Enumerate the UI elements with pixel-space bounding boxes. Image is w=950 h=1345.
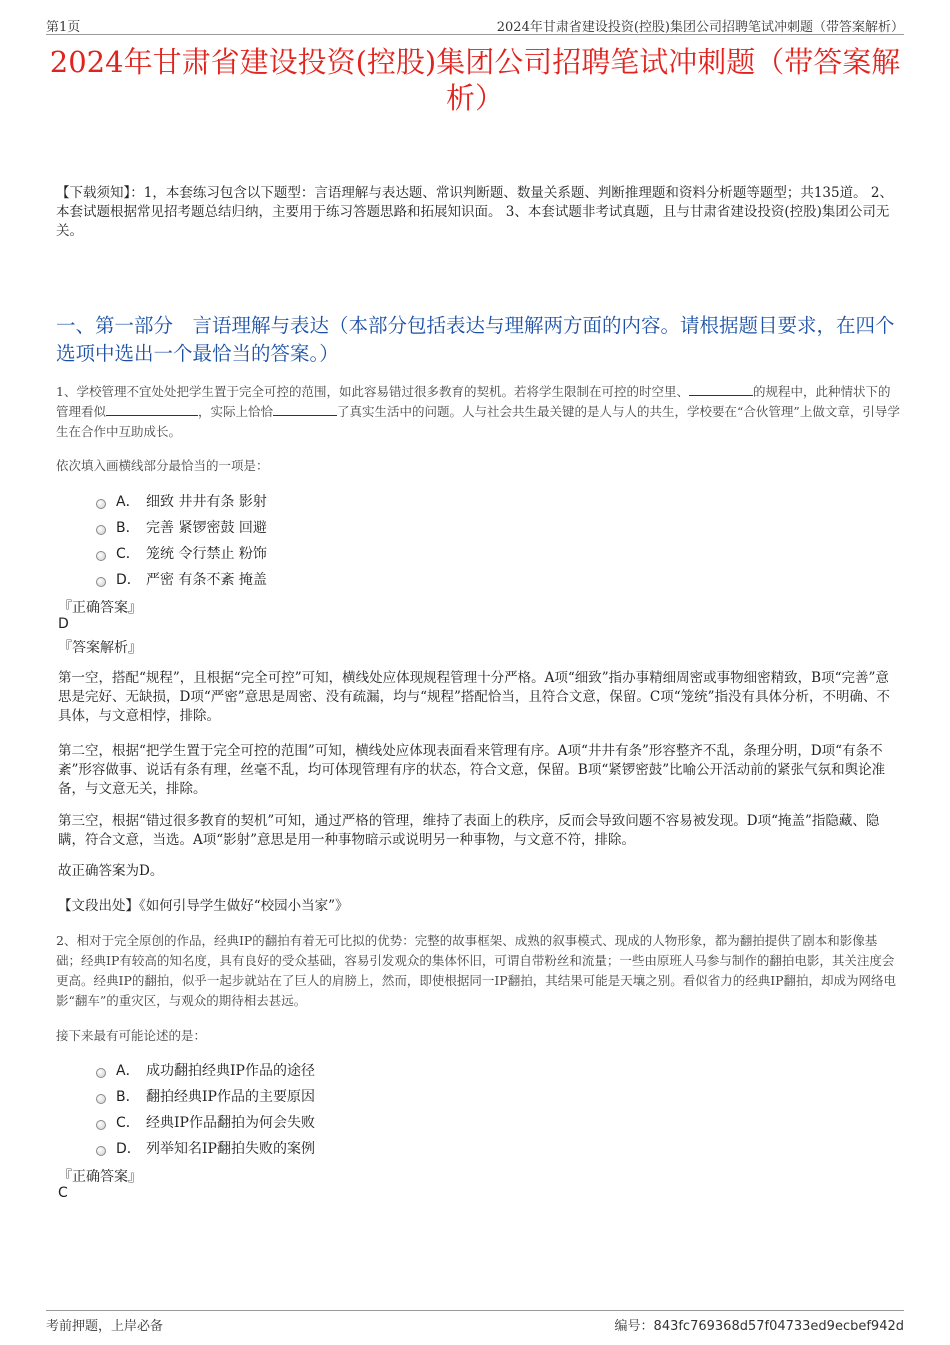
analysis-conclusion: 故正确答案为D。 [58,863,164,879]
radio-icon[interactable] [96,1146,106,1156]
radio-icon[interactable] [96,525,106,535]
question-2-prompt: 接下来最有可能论述的是： [56,1028,207,1043]
page-header [46,14,904,35]
download-notice: 【下载须知】：1，本套练习包含以下题型：言语理解与表达题、常识判断题、数量关系题、判断推理题和资料分析题等题型；共135道。 2、本套试题根据常见招考题总结归纳，主要用于练习答题思路和拓展知识面。 3、本套试题非考试真题，且与甘肃省建设投资(控股)集团公司无关。 [56,185,893,239]
radio-icon[interactable] [96,499,106,509]
option-c[interactable]: C． 笼统 令行禁止 粉饰 [96,540,267,566]
answer-label: 『正确答案』 [58,1169,142,1185]
question-1-prompt: 依次填入画横线部分最恰当的一项是： [56,458,269,473]
option-d[interactable]: D． 严密 有条不紊 掩盖 [96,566,267,592]
option-b[interactable]: B． 翻拍经典IP作品的主要原因 [96,1083,315,1109]
blank-line [689,383,753,396]
blank-line [273,403,337,416]
option-b[interactable]: B． 完善 紧锣密鼓 回避 [96,514,267,540]
radio-icon[interactable] [96,1068,106,1078]
analysis-paragraph: 第三空，根据“错过很多教育的契机”可知，通过严格的管理，维持了表面上的秩序，反而会导致问题不容易被发现。D项“掩盖”指隐藏、隐瞒，符合文意，当选。A项“影射”意思是用一种事物暗示或说明另一种事物，与文意不符，排除。 [58,813,880,848]
page-number: 第1页 [46,20,81,35]
section-heading: 一、第一部分 言语理解与表达（本部分包括表达与理解两方面的内容。请根据题目要求，在四个选项中选出一个最恰当的答案。） [56,314,895,365]
option-a[interactable]: A． 成功翻拍经典IP作品的途径 [96,1057,315,1083]
answer-value: C [58,1185,68,1201]
question-1-options [96,488,267,592]
question-1-text: 1、学校管理不宜处处把学生置于完全可控的范围，如此容易错过很多教育的契机。若将学生限制在可控的时空里、 的规程中，此种情状下的管理看似 ，实际上恰恰 了真实生活中的问题。人与社会共生最关键的是人与人的共生，学校要在“合伙管理”上做文章，引导学生在合作中互助成长。 [56,384,900,439]
radio-icon[interactable] [96,577,106,587]
header-doc-title: 2024年甘肃省建设投资(控股)集团公司招聘笔试冲刺题（带答案解析） [496,20,904,35]
analysis-label: 『答案解析』 [58,640,142,656]
page-footer [46,1310,904,1334]
radio-icon[interactable] [96,1120,106,1130]
option-c[interactable]: C． 经典IP作品翻拍为何会失败 [96,1109,315,1135]
option-d[interactable]: D． 列举知名IP翻拍失败的案例 [96,1135,315,1161]
option-a[interactable]: A． 细致 井井有条 影射 [96,488,267,514]
footer-slogan: 考前押题，上岸必备 [46,1319,164,1334]
blank-line [106,403,198,416]
analysis-paragraph: 第二空，根据“把学生置于完全可控的范围”可知，横线处应体现表面看来管理有序。A项“井井有条”形容整齐不乱，条理分明，D项“有条不紊”形容做事、说话有条有理，丝毫不乱，均可体现管理有序的状态，符合文意，保留。B项“紧锣密鼓”比喻公开活动前的紧张气氛和舆论准备，与文意无关，排除。 [58,743,886,797]
answer-label: 『正确答案』 [58,600,142,616]
radio-icon[interactable] [96,551,106,561]
question-2-options [96,1057,315,1161]
analysis-paragraph: 第一空，搭配“规程”，且根据“完全可控”可知，横线处应体现规程管理十分严格。A项“细致”指办事精细周密或事物细密精致，B项“完善”意思是完好、无缺损，D项“严密”意思是周密、没有疏漏，均与“规程”搭配恰当，且符合文意，保留。C项“笼统”指没有具体分析，不明确、不具体，与文意相悖，排除。 [58,670,891,724]
question-2-text: 2、相对于完全原创的作品，经典IP的翻拍有着无可比拟的优势：完整的故事框架、成熟的叙事模式、现成的人物形象，都为翻拍提供了剧本和影像基础；经典IP有较高的知名度，具有良好的受众基础，容易引发观众的集体怀旧，可谓自带粉丝和流量；一些由原班人马参与制作的翻拍电影，其关注度会更高。经典IP的翻拍，似乎一起步就站在了巨人的肩膀上，然而，即使根据同一IP翻拍，其结果可能是天壤之别。看似省力的经典IP翻拍，却成为网络电影“翻车”的重灾区，与观众的期待相去甚远。 [56,933,897,1008]
radio-icon[interactable] [96,1094,106,1104]
document-title: 2024年甘肃省建设投资(控股)集团公司招聘笔试冲刺题（带答案解析） [49,45,901,115]
document-id: 编号：843fc769368d57f04733ed9ecbef942d [614,1319,904,1334]
source-citation: 【文段出处】《如何引导学生做好“校园小当家”》 [58,898,349,914]
answer-value: D [58,616,69,632]
